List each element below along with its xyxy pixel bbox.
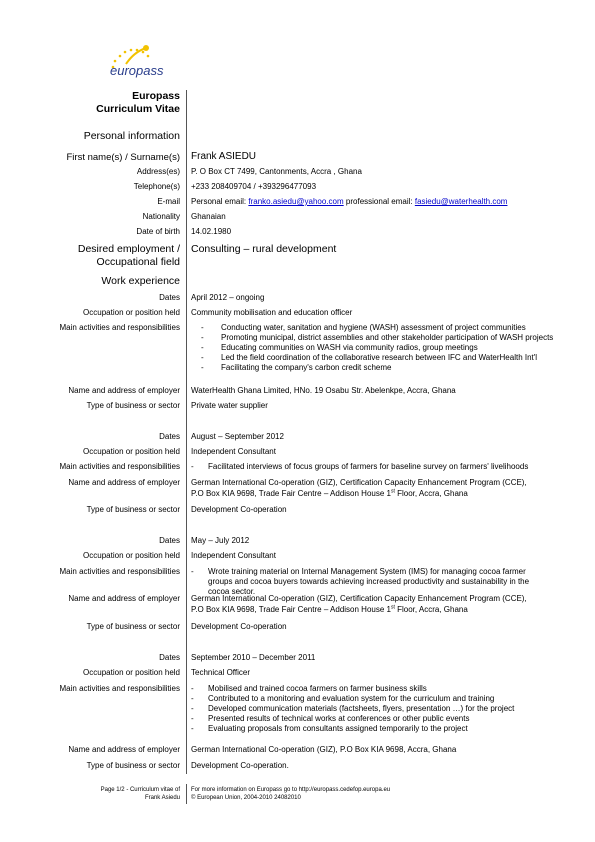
email-prof-prefix: professional email: [345, 197, 413, 206]
activity-item: - Developed communication materials (factsheets, flyers, presentation …) for the project [191, 704, 515, 713]
telephone-value: +233 208409704 / +393296477093 [191, 182, 317, 191]
entry2-employer-2: P.O Box KIA 9698, Trade Fair Centre – Addison House 1st Floor, Accra, Ghana [191, 488, 468, 498]
footer-divider [186, 784, 187, 804]
nationality-value: Ghanaian [191, 212, 226, 221]
footer-right [191, 786, 390, 802]
telephone-label: Telephone(s) [133, 182, 180, 191]
entry3-occupation: Independent Consultant [191, 551, 276, 560]
dates-label: Dates [159, 653, 180, 662]
entry1-business: Private water supplier [191, 401, 268, 410]
entry2-business: Development Co-operation [191, 505, 287, 514]
entry2-occupation: Independent Consultant [191, 447, 276, 456]
activities-label: Main activities and responsibilities [59, 567, 180, 576]
entry3-activities [191, 567, 539, 597]
column-divider [186, 90, 187, 774]
entry3-employer-1: German International Co-operation (GIZ), Certification Capacity Enhancement Program (CCE), [191, 594, 527, 603]
entry1-dates: April 2012 – ongoing [191, 293, 265, 302]
entry2-employer-1: German International Co-operation (GIZ), Certification Capacity Enhancement Program (CCE), [191, 478, 527, 487]
personal-section-label: Personal information [83, 130, 180, 142]
entry4-dates: September 2010 – December 2011 [191, 653, 316, 662]
dates-label: Dates [159, 536, 180, 545]
dates-label: Dates [159, 432, 180, 441]
employer-label: Name and address of employer [68, 745, 180, 754]
footer-left [101, 786, 180, 802]
activity-item: - Promoting municipal, district assemblies and other stakeholder participation of WASH projects [201, 333, 554, 342]
business-label: Type of business or sector [86, 622, 180, 631]
entry4-occupation: Technical Officer [191, 668, 250, 677]
header-title-2: Curriculum Vitae [96, 103, 180, 115]
dob-label: Date of birth [136, 227, 180, 236]
business-label: Type of business or sector [86, 505, 180, 514]
footer-copyright: © European Union, 2004-2010 24082010 [191, 795, 301, 801]
entry2-dates: August – September 2012 [191, 432, 284, 441]
entry1-occupation: Community mobilisation and education officer [191, 308, 353, 317]
occupation-label: Occupation or position held [83, 308, 180, 317]
footer-page: Page 1/2 - Curriculum vitae of [100, 787, 180, 793]
activity-item: - Evaluating proposals from consultants assigned temporarily to the project [191, 724, 468, 733]
email-prof-link[interactable]: fasiedu@waterhealth.com [414, 197, 508, 206]
business-label: Type of business or sector [86, 761, 180, 770]
entry4-employer: German International Co-operation (GIZ), P.O Box KIA 9698, Accra, Ghana [191, 745, 457, 754]
entry1-activities [191, 323, 553, 373]
activity-item: - Facilitating the company's carbon credit scheme [201, 363, 392, 372]
desired-value: Consulting – rural development [191, 243, 337, 255]
nationality-label: Nationality [142, 212, 180, 221]
activity-item: - Wrote training material on Internal Management System (IMS) for managing cocoa farmer groups and cocoa buyers towards achieving increased productivity and sustainability in the cocoa sector. [191, 567, 530, 596]
header-title-1: Europass [132, 90, 180, 102]
name-value: Frank ASIEDU [191, 151, 257, 162]
occupation-label: Occupation or position held [83, 668, 180, 677]
activity-item: - Contributed to a monitoring and evaluation system for the curriculum and training [191, 694, 495, 703]
entry1-employer: WaterHealth Ghana Limited, HNo. 19 Osabu Str. Abelenkpe, Accra, Ghana [191, 386, 456, 395]
footer-info: For more information on Europass go to http://europass.cedefop.europa.eu [191, 787, 391, 793]
occupation-label: Occupation or position held [83, 447, 180, 456]
business-label: Type of business or sector [86, 401, 180, 410]
desired-label-1: Desired employment / [77, 243, 180, 255]
activities-label: Main activities and responsibilities [59, 323, 180, 332]
address-label: Address(es) [136, 167, 180, 176]
dates-label: Dates [159, 293, 180, 302]
activity-item: - Led the field coordination of the collaborative research between IFC and WaterHealth Int'l [201, 353, 538, 362]
entry4-activities [191, 684, 514, 734]
activity-item: - Facilitated interviews of focus groups of farmers for baseline survey on farmers' livelihoods [191, 462, 529, 471]
entry3-employer-2: P.O Box KIA 9698, Trade Fair Centre – Addison House 1st Floor, Accra, Ghana [191, 604, 468, 614]
dob-value: 14.02.1980 [191, 227, 232, 236]
work-section-label: Work experience [101, 275, 180, 287]
activities-label: Main activities and responsibilities [59, 462, 180, 471]
employer-label: Name and address of employer [68, 478, 180, 487]
entry2-activities [191, 462, 528, 472]
address-value: P. O Box CT 7499, Cantonments, Accra , Ghana [191, 167, 362, 176]
email-personal-prefix: Personal email: [191, 197, 247, 206]
entry3-business: Development Co-operation [191, 622, 287, 631]
entry4-business: Development Co-operation. [191, 761, 289, 770]
email-personal-link[interactable]: franko.asiedu@yahoo.com [248, 197, 344, 206]
email-label: E-mail [157, 197, 180, 206]
logo-text: europass [110, 63, 164, 78]
entry3-dates: May – July 2012 [191, 536, 250, 545]
employer-label: Name and address of employer [68, 594, 180, 603]
name-label: First name(s) / Surname(s) [66, 152, 180, 163]
activity-item: - Educating communities on WASH via community radios, group meetings [201, 343, 478, 352]
email-value [191, 197, 507, 207]
activities-label: Main activities and responsibilities [59, 684, 180, 693]
activity-item: - Conducting water, sanitation and hygiene (WASH) assessment of project communities [201, 323, 526, 332]
desired-label-2: Occupational field [96, 256, 180, 268]
occupation-label: Occupation or position held [83, 551, 180, 560]
employer-label: Name and address of employer [68, 386, 180, 395]
europass-logo [100, 42, 180, 82]
activity-item: - Presented results of technical works at conferences or other public events [191, 714, 470, 723]
activity-item: - Mobilised and trained cocoa farmers on farmer business skills [191, 684, 427, 693]
footer-name: Frank Asiedu [144, 795, 180, 801]
